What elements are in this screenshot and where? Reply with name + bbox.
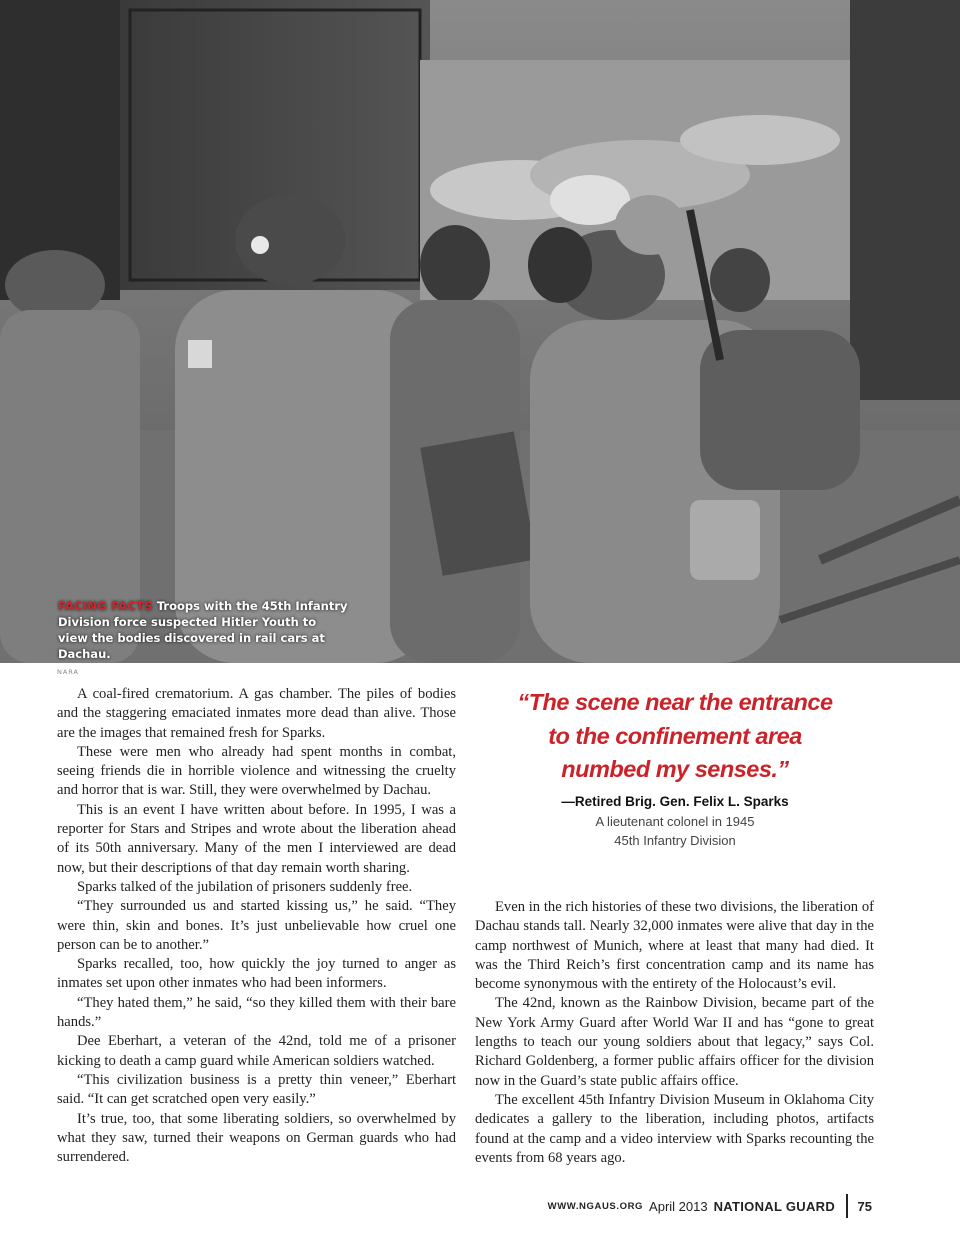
pull-quote-line: “The scene near the entrance xyxy=(517,689,833,715)
paragraph: These were men who already had spent months in combat, seeing friends die in horrible violence and witnessing the cruelty and horror that is war. Still, they were overwhelmed by Dachau. xyxy=(57,743,456,799)
paragraph: A coal-fired crematorium. A gas chamber. The piles of bodies and the staggering emaciated inmates more dead than alive. Those are the images that remained fresh for Sparks. xyxy=(57,686,456,741)
pull-quote-attribution xyxy=(490,792,860,851)
article-column-right xyxy=(475,898,874,1168)
paragraph: The excellent 45th Infantry Division Museum in Oklahoma City dedicates a gallery to the liberation, including photos, artifacts found at the camp and a video interview with Sparks recounting the events from 68 years ago. xyxy=(475,1091,874,1166)
pull-quote-line: to the confinement area xyxy=(548,722,802,749)
paragraph: “They surrounded us and started kissing us,” he said. “They were thin, skin and bones. It’s just unbelievable how cruel one person can be to another.” xyxy=(57,898,456,953)
paragraph: “They hated them,” he said, “so they killed them with their bare hands.” xyxy=(57,994,456,1031)
footer-magazine: NATIONAL GUARD xyxy=(713,1198,836,1214)
caption-kicker: FACING FACTS xyxy=(58,599,153,613)
attribution-name: —Retired Brig. Gen. Felix L. Sparks xyxy=(561,794,789,809)
paragraph: Dee Eberhart, a veteran of the 42nd, told me of a prisoner kicking to death a camp guard while American soldiers watched. xyxy=(57,1033,456,1069)
footer-divider xyxy=(846,1194,848,1218)
photo-credit: NARA xyxy=(57,668,80,676)
article-column-left xyxy=(57,685,456,1167)
paragraph: Sparks talked of the jubilation of prisoners suddenly free. xyxy=(77,878,413,895)
attribution-title: A lieutenant colonel in 1945 xyxy=(595,813,755,829)
page-number: 75 xyxy=(857,1198,872,1214)
paragraph: It’s true, too, that some liberating soldiers, so overwhelmed by what they saw, turned their weapons on German guards who had surrendered. xyxy=(57,1110,456,1166)
paragraph: This is an event I have written about before. In 1995, I was a reporter for Stars and Stripes and wrote about the liberation ahead of its 50th anniversary. Many of the men I interviewed are dead now, but their descriptions of that day remain worth sharing. xyxy=(57,801,456,876)
page-footer xyxy=(548,1194,872,1218)
paragraph: The 42nd, known as the Rainbow Division, became part of the New York Army Guard after World War II and has “gone to great lengths to teach our young soldiers about that legacy,” says Col. Richard Goldenberg, a former public affairs officer for the division now in the Guard’s state public affairs office. xyxy=(475,995,874,1089)
paragraph: Even in the rich histories of these two divisions, the liberation of Dachau stands tall. Nearly 32,000 inmates were alive that day in the camp northwest of Munich, where at least that many had died. It was the Third Reich’s first concentration camp and its name has become synonymous with the entirety of the Holocaust’s evil. xyxy=(475,899,874,993)
paragraph: Sparks recalled, too, how quickly the joy turned to anger as inmates set upon other inmates who had been informers. xyxy=(57,956,456,992)
pull-quote xyxy=(490,686,860,787)
paragraph: “This civilization business is a pretty thin veneer,” Eberhart said. “It can get scratched open very easily.” xyxy=(57,1071,456,1108)
footer-date: April 2013 xyxy=(649,1198,708,1214)
pull-quote-line: numbed my senses.” xyxy=(561,756,789,782)
footer-website: WWW.NGAUS.ORG xyxy=(547,1200,644,1212)
attribution-title: 45th Infantry Division xyxy=(614,833,736,848)
photo-caption xyxy=(58,598,348,662)
caption-text: Troops with the 45th Infantry Division force suspected Hitler Youth to view the bodies discovered in rail cars at Dachau. xyxy=(58,599,348,661)
